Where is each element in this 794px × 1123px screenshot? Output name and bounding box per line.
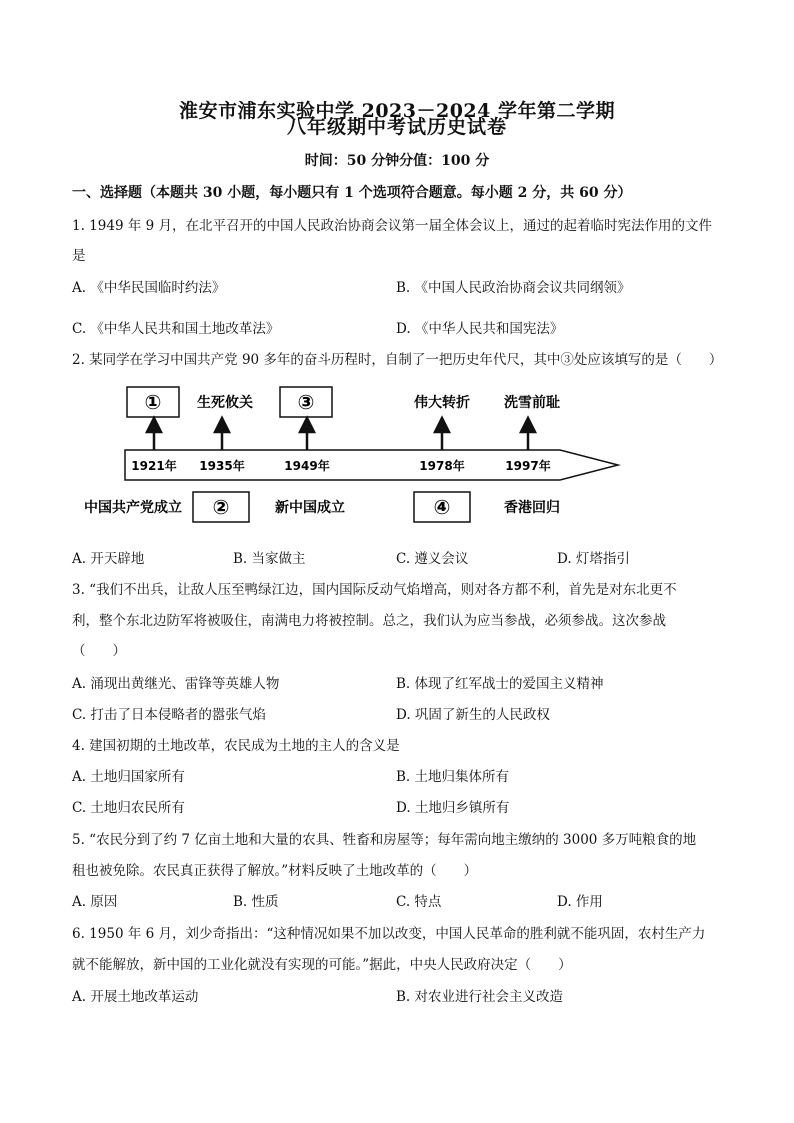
q4-option-c[interactable]: C. 土地归农民所有	[72, 800, 185, 816]
year-1997: 1997年	[505, 459, 551, 473]
q3-option-a[interactable]: A. 涌现出黄继光、雷锋等英雄人物	[72, 676, 280, 692]
q6-option-b[interactable]: B. 对农业进行社会主义改造	[396, 989, 564, 1005]
question-3-line-1: 3. “我们不出兵，让敌人压至鸭绿江边，国内国际反动气焰增高，则对各方都不利，首先是对东北更不	[72, 582, 677, 598]
q1-option-a[interactable]: A. 《中华民国临时约法》	[72, 280, 226, 296]
exam-subtitle: 八年级期中考试历史试卷	[286, 116, 507, 138]
q3-option-c[interactable]: C. 打击了日本侵略者的嚣张气焰	[72, 707, 266, 723]
q2-option-a[interactable]: A. 开天辟地	[72, 551, 145, 567]
timeline-label-party-founded: 中国共产党成立	[84, 500, 182, 516]
q4-option-a[interactable]: A. 土地归国家所有	[72, 769, 185, 785]
q5-option-b[interactable]: B. 性质	[233, 894, 279, 910]
timeline-label-hongkong: 香港回归	[504, 500, 560, 516]
question-6-line-2: 就不能解放，新中国的工业化就没有实现的可能。”据此，中央人民政府决定（ ）	[72, 957, 572, 973]
q4-option-b[interactable]: B. 土地归集体所有	[396, 769, 510, 785]
q4-option-d[interactable]: D. 土地归乡镇所有	[396, 800, 510, 816]
question-2-line-1: 2. 某同学在学习中国共产党 90 多年的奋斗历程时，自制了一把历史年代尺，其中③处应该填写的是（ ）	[72, 352, 723, 368]
q2-option-c[interactable]: C. 遵义会议	[396, 551, 469, 567]
year-1921: 1921年	[131, 459, 177, 473]
timeline-label-weida: 伟大转折	[414, 395, 470, 411]
q5-option-a[interactable]: A. 原因	[72, 894, 118, 910]
timeline-label-shengsi: 生死攸关	[197, 395, 253, 411]
question-5-line-2: 租也被免除。农民真正获得了解放。”材料反映了土地改革的（ ）	[72, 863, 478, 879]
history-timeline	[70, 380, 630, 530]
timeline-box-1-label: ①	[144, 390, 162, 414]
timeline-box-2-label: ②	[212, 495, 230, 519]
q3-option-d[interactable]: D. 巩固了新生的人民政权	[396, 707, 550, 723]
question-3-line-3: （ ）	[72, 643, 126, 659]
question-1-line-2: 是	[72, 248, 86, 264]
q1-option-c[interactable]: C. 《中华人民共和国土地改革法》	[72, 321, 280, 337]
q6-option-a[interactable]: A. 开展土地改革运动	[72, 989, 199, 1005]
q5-option-d[interactable]: D. 作用	[557, 894, 603, 910]
timeline-box-3-label: ③	[297, 390, 315, 414]
exam-title: 淮安市浦东实验中学 2023－2024 学年第二学期	[179, 100, 615, 122]
question-5-line-1: 5. “农民分到了约 7 亿亩土地和大量的农具、牲畜和房屋等；每年需向地主缴纳的 3000 多万吨粮食的地	[72, 832, 697, 848]
timeline-label-xixue: 洗雪前耻	[504, 395, 560, 411]
year-1935: 1935年	[199, 459, 245, 473]
exam-meta: 时间：50 分钟分值：100 分	[304, 153, 490, 169]
timeline-label-new-china: 新中国成立	[275, 500, 345, 516]
question-1-line-1: 1. 1949 年 9 月，在北平召开的中国人民政治协商会议第一届全体会议上，通过的起着临时宪法作用的文件	[72, 218, 712, 234]
year-1978: 1978年	[419, 459, 465, 473]
question-4-line-1: 4. 建国初期的土地改革，农民成为土地的主人的含义是	[72, 738, 400, 754]
section-heading: 一、选择题（本题共 30 小题，每小题只有 1 个选项符合题意。每小题 2 分，共 60 分）	[72, 185, 632, 201]
q3-option-b[interactable]: B. 体现了红军战士的爱国主义精神	[396, 676, 604, 692]
q1-option-b[interactable]: B. 《中国人民政治协商会议共同纲领》	[396, 280, 631, 296]
year-1949: 1949年	[284, 459, 330, 473]
q1-option-d[interactable]: D. 《中华人民共和国宪法》	[396, 321, 564, 337]
q2-option-b[interactable]: B. 当家做主	[233, 551, 306, 567]
q5-option-c[interactable]: C. 特点	[396, 894, 442, 910]
question-3-line-2: 利，整个东北边防军将被吸住，南满电力将被控制。总之，我们认为应当参战，必须参战。这次参战	[72, 613, 666, 629]
q2-option-d[interactable]: D. 灯塔指引	[557, 551, 630, 567]
timeline-box-4-label: ④	[433, 495, 451, 519]
question-6-line-1: 6. 1950 年 6 月，刘少奇指出：“这种情况如果不加以改变，中国人民革命的胜利就不能巩固，农村生产力	[72, 926, 706, 942]
